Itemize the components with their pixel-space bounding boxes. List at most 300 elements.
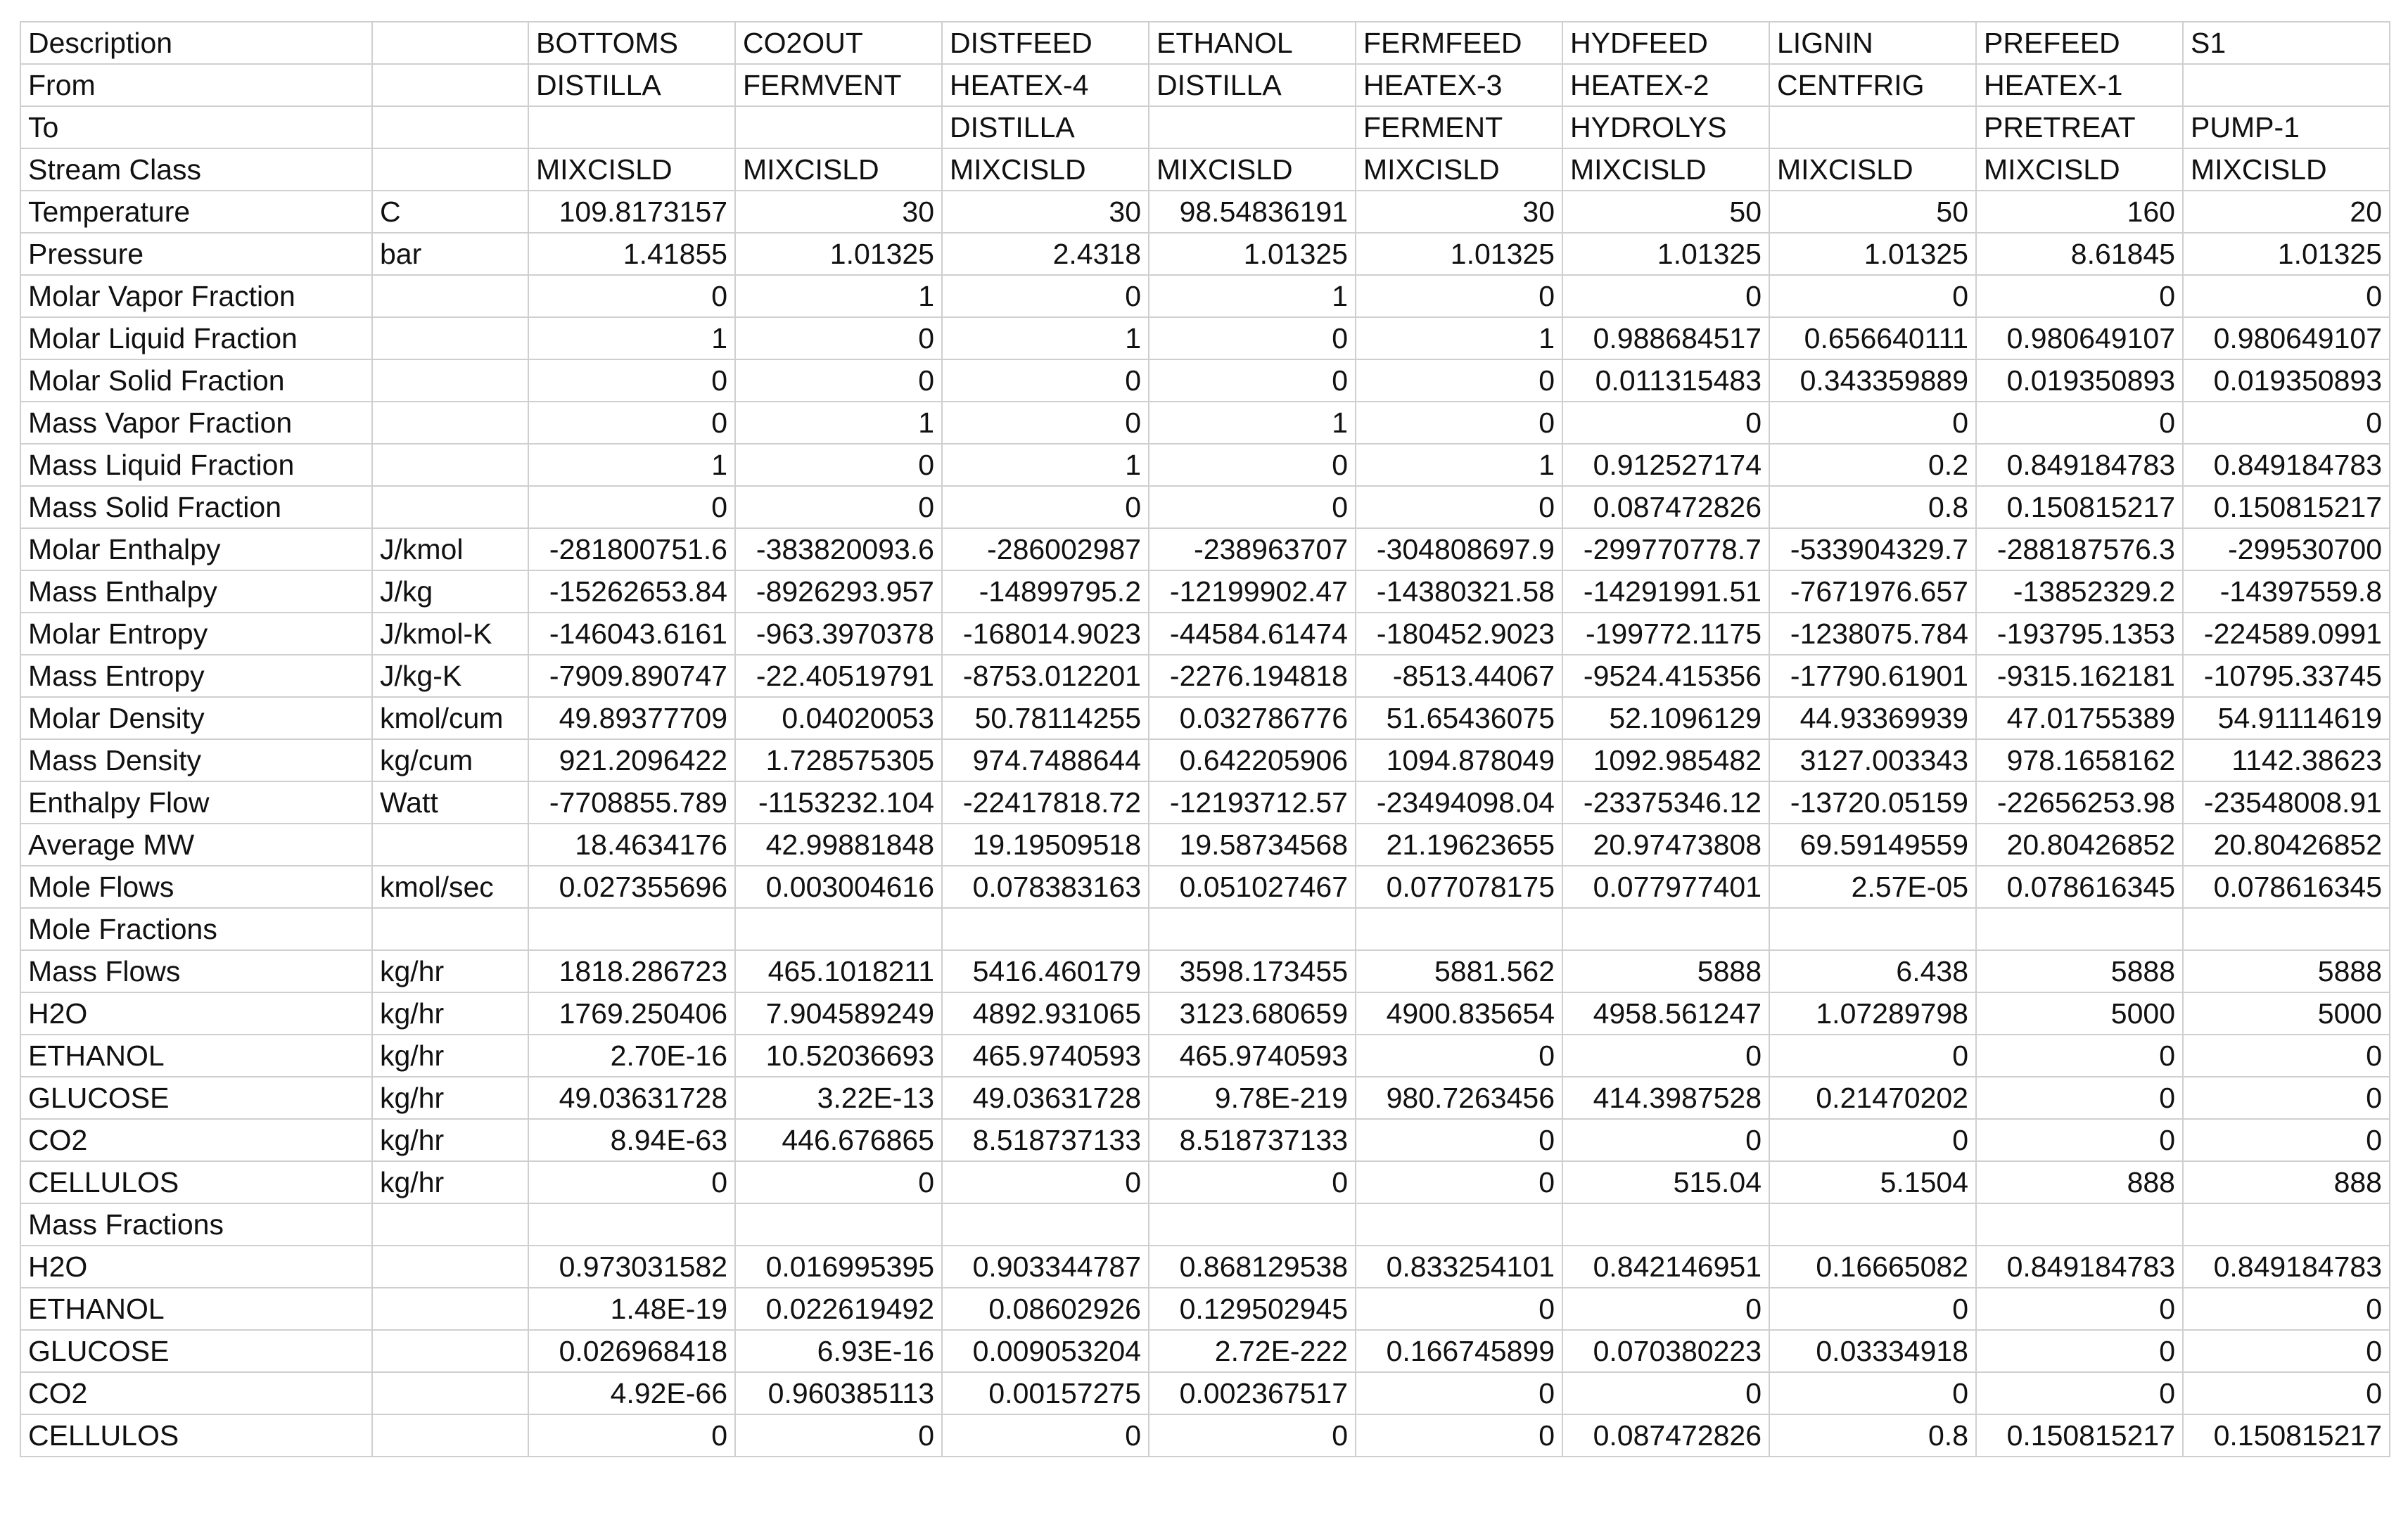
row-label-cell[interactable]: Mass Enthalpy bbox=[20, 570, 372, 613]
value-cell[interactable]: 1 bbox=[942, 317, 1149, 359]
row-label-cell[interactable]: To bbox=[20, 106, 372, 148]
value-cell[interactable]: MIXCISLD bbox=[942, 148, 1149, 191]
value-cell[interactable]: 0 bbox=[1976, 1077, 2183, 1119]
value-cell[interactable]: -299770778.7 bbox=[1562, 528, 1769, 570]
value-cell[interactable]: -383820093.6 bbox=[735, 528, 942, 570]
value-cell[interactable]: -44584.61474 bbox=[1149, 613, 1356, 655]
value-cell[interactable]: -281800751.6 bbox=[528, 528, 735, 570]
value-cell[interactable]: -8513.44067 bbox=[1356, 655, 1562, 697]
value-cell[interactable]: 0 bbox=[1149, 1414, 1356, 1457]
value-cell[interactable] bbox=[1562, 908, 1769, 950]
value-cell[interactable]: 3123.680659 bbox=[1149, 992, 1356, 1035]
value-cell[interactable]: 0 bbox=[2183, 1288, 2390, 1330]
value-cell[interactable]: 0 bbox=[1562, 1372, 1769, 1414]
value-cell[interactable]: 1.41855 bbox=[528, 233, 735, 275]
value-cell[interactable]: 0 bbox=[528, 359, 735, 402]
value-cell[interactable]: 0 bbox=[1356, 1119, 1562, 1161]
value-cell[interactable] bbox=[1149, 1203, 1356, 1246]
value-cell[interactable]: 0.078383163 bbox=[942, 866, 1149, 908]
value-cell[interactable]: 0.019350893 bbox=[1976, 359, 2183, 402]
row-label-cell[interactable]: Mass Fractions bbox=[20, 1203, 372, 1246]
unit-cell[interactable] bbox=[372, 148, 528, 191]
value-cell[interactable]: -22417818.72 bbox=[942, 781, 1149, 824]
value-cell[interactable]: 50 bbox=[1562, 191, 1769, 233]
value-cell[interactable]: S1 bbox=[2183, 22, 2390, 64]
value-cell[interactable]: 0.980649107 bbox=[1976, 317, 2183, 359]
value-cell[interactable]: 0.960385113 bbox=[735, 1372, 942, 1414]
value-cell[interactable]: PUMP-1 bbox=[2183, 106, 2390, 148]
value-cell[interactable]: 0 bbox=[1976, 1119, 2183, 1161]
unit-cell[interactable]: J/kmol-K bbox=[372, 613, 528, 655]
row-label-cell[interactable]: Molar Density bbox=[20, 697, 372, 739]
value-cell[interactable]: 0 bbox=[1356, 1372, 1562, 1414]
value-cell[interactable]: 1 bbox=[528, 444, 735, 486]
value-cell[interactable]: 0.8 bbox=[1769, 486, 1976, 528]
value-cell[interactable]: -10795.33745 bbox=[2183, 655, 2390, 697]
unit-cell[interactable]: Watt bbox=[372, 781, 528, 824]
value-cell[interactable]: 4900.835654 bbox=[1356, 992, 1562, 1035]
value-cell[interactable]: 0 bbox=[735, 359, 942, 402]
value-cell[interactable]: HEATEX-3 bbox=[1356, 64, 1562, 106]
unit-cell[interactable] bbox=[372, 1246, 528, 1288]
value-cell[interactable]: 1.728575305 bbox=[735, 739, 942, 781]
value-cell[interactable]: 0 bbox=[735, 1414, 942, 1457]
value-cell[interactable]: 19.19509518 bbox=[942, 824, 1149, 866]
value-cell[interactable]: -288187576.3 bbox=[1976, 528, 2183, 570]
value-cell[interactable]: 1.01325 bbox=[1562, 233, 1769, 275]
value-cell[interactable]: 20.97473808 bbox=[1562, 824, 1769, 866]
value-cell[interactable]: 0 bbox=[1149, 317, 1356, 359]
value-cell[interactable]: 0.04020053 bbox=[735, 697, 942, 739]
value-cell[interactable]: 4958.561247 bbox=[1562, 992, 1769, 1035]
value-cell[interactable] bbox=[1769, 908, 1976, 950]
value-cell[interactable]: -14397559.8 bbox=[2183, 570, 2390, 613]
value-cell[interactable]: 0.009053204 bbox=[942, 1330, 1149, 1372]
value-cell[interactable]: HEATEX-4 bbox=[942, 64, 1149, 106]
value-cell[interactable]: 5000 bbox=[1976, 992, 2183, 1035]
value-cell[interactable]: 0 bbox=[2183, 1035, 2390, 1077]
value-cell[interactable]: -17790.61901 bbox=[1769, 655, 1976, 697]
unit-cell[interactable]: kg/hr bbox=[372, 1035, 528, 1077]
value-cell[interactable]: -23494098.04 bbox=[1356, 781, 1562, 824]
value-cell[interactable] bbox=[528, 1203, 735, 1246]
value-cell[interactable]: 0 bbox=[1356, 1414, 1562, 1457]
value-cell[interactable]: 1.01325 bbox=[1356, 233, 1562, 275]
value-cell[interactable]: 5.1504 bbox=[1769, 1161, 1976, 1203]
value-cell[interactable]: 0.842146951 bbox=[1562, 1246, 1769, 1288]
value-cell[interactable]: 49.03631728 bbox=[942, 1077, 1149, 1119]
value-cell[interactable]: 20 bbox=[2183, 191, 2390, 233]
value-cell[interactable]: HEATEX-2 bbox=[1562, 64, 1769, 106]
value-cell[interactable]: 4.92E-66 bbox=[528, 1372, 735, 1414]
value-cell[interactable] bbox=[1769, 1203, 1976, 1246]
value-cell[interactable]: LIGNIN bbox=[1769, 22, 1976, 64]
value-cell[interactable]: 51.65436075 bbox=[1356, 697, 1562, 739]
unit-cell[interactable] bbox=[372, 1414, 528, 1457]
value-cell[interactable]: 0.022619492 bbox=[735, 1288, 942, 1330]
value-cell[interactable]: 1818.286723 bbox=[528, 950, 735, 992]
value-cell[interactable]: 0.032786776 bbox=[1149, 697, 1356, 739]
row-label-cell[interactable]: Description bbox=[20, 22, 372, 64]
value-cell[interactable]: DISTFEED bbox=[942, 22, 1149, 64]
value-cell[interactable]: 0 bbox=[1976, 402, 2183, 444]
value-cell[interactable]: -14899795.2 bbox=[942, 570, 1149, 613]
value-cell[interactable]: 0.016995395 bbox=[735, 1246, 942, 1288]
value-cell[interactable]: -23548008.91 bbox=[2183, 781, 2390, 824]
unit-cell[interactable] bbox=[372, 22, 528, 64]
value-cell[interactable] bbox=[1356, 908, 1562, 950]
value-cell[interactable] bbox=[528, 908, 735, 950]
value-cell[interactable]: 0.077078175 bbox=[1356, 866, 1562, 908]
value-cell[interactable]: 888 bbox=[2183, 1161, 2390, 1203]
value-cell[interactable]: 50 bbox=[1769, 191, 1976, 233]
value-cell[interactable]: 0.656640111 bbox=[1769, 317, 1976, 359]
value-cell[interactable]: 465.9740593 bbox=[942, 1035, 1149, 1077]
value-cell[interactable]: -8926293.957 bbox=[735, 570, 942, 613]
unit-cell[interactable] bbox=[372, 317, 528, 359]
row-label-cell[interactable]: Molar Entropy bbox=[20, 613, 372, 655]
unit-cell[interactable]: C bbox=[372, 191, 528, 233]
value-cell[interactable]: 1094.878049 bbox=[1356, 739, 1562, 781]
value-cell[interactable]: 0.08602926 bbox=[942, 1288, 1149, 1330]
unit-cell[interactable]: kg/hr bbox=[372, 950, 528, 992]
value-cell[interactable]: HYDROLYS bbox=[1562, 106, 1769, 148]
value-cell[interactable]: 2.4318 bbox=[942, 233, 1149, 275]
unit-cell[interactable]: J/kmol bbox=[372, 528, 528, 570]
value-cell[interactable]: 52.1096129 bbox=[1562, 697, 1769, 739]
value-cell[interactable]: 0.980649107 bbox=[2183, 317, 2390, 359]
value-cell[interactable]: 19.58734568 bbox=[1149, 824, 1356, 866]
unit-cell[interactable]: J/kg bbox=[372, 570, 528, 613]
value-cell[interactable]: 0 bbox=[1976, 1035, 2183, 1077]
value-cell[interactable]: 0 bbox=[2183, 1119, 2390, 1161]
unit-cell[interactable]: kg/hr bbox=[372, 1077, 528, 1119]
value-cell[interactable]: 69.59149559 bbox=[1769, 824, 1976, 866]
value-cell[interactable]: 0.027355696 bbox=[528, 866, 735, 908]
value-cell[interactable]: -12193712.57 bbox=[1149, 781, 1356, 824]
value-cell[interactable] bbox=[1976, 908, 2183, 950]
value-cell[interactable]: MIXCISLD bbox=[1769, 148, 1976, 191]
value-cell[interactable]: -238963707 bbox=[1149, 528, 1356, 570]
value-cell[interactable]: -13720.05159 bbox=[1769, 781, 1976, 824]
value-cell[interactable]: FERMENT bbox=[1356, 106, 1562, 148]
value-cell[interactable]: 1769.250406 bbox=[528, 992, 735, 1035]
unit-cell[interactable] bbox=[372, 64, 528, 106]
value-cell[interactable]: 50.78114255 bbox=[942, 697, 1149, 739]
row-label-cell[interactable]: Mass Entropy bbox=[20, 655, 372, 697]
row-label-cell[interactable]: Molar Enthalpy bbox=[20, 528, 372, 570]
row-label-cell[interactable]: CO2 bbox=[20, 1119, 372, 1161]
value-cell[interactable]: 0 bbox=[1149, 1161, 1356, 1203]
value-cell[interactable]: -14291991.51 bbox=[1562, 570, 1769, 613]
value-cell[interactable]: 0.849184783 bbox=[1976, 444, 2183, 486]
value-cell[interactable]: 0 bbox=[1356, 486, 1562, 528]
value-cell[interactable]: 49.89377709 bbox=[528, 697, 735, 739]
value-cell[interactable] bbox=[1769, 106, 1976, 148]
value-cell[interactable]: 8.518737133 bbox=[1149, 1119, 1356, 1161]
value-cell[interactable]: FERMVENT bbox=[735, 64, 942, 106]
value-cell[interactable]: 1142.38623 bbox=[2183, 739, 2390, 781]
value-cell[interactable]: -1238075.784 bbox=[1769, 613, 1976, 655]
value-cell[interactable] bbox=[735, 908, 942, 950]
value-cell[interactable]: 515.04 bbox=[1562, 1161, 1769, 1203]
value-cell[interactable]: 0 bbox=[942, 359, 1149, 402]
value-cell[interactable]: MIXCISLD bbox=[1356, 148, 1562, 191]
value-cell[interactable]: 0 bbox=[528, 1414, 735, 1457]
value-cell[interactable] bbox=[735, 1203, 942, 1246]
value-cell[interactable]: 0 bbox=[1356, 1035, 1562, 1077]
value-cell[interactable]: 1.01325 bbox=[1769, 233, 1976, 275]
value-cell[interactable]: 6.93E-16 bbox=[735, 1330, 942, 1372]
value-cell[interactable] bbox=[1356, 1203, 1562, 1246]
value-cell[interactable]: 980.7263456 bbox=[1356, 1077, 1562, 1119]
value-cell[interactable]: HYDFEED bbox=[1562, 22, 1769, 64]
value-cell[interactable]: 0 bbox=[2183, 402, 2390, 444]
value-cell[interactable]: 0.129502945 bbox=[1149, 1288, 1356, 1330]
value-cell[interactable]: 1 bbox=[1356, 317, 1562, 359]
unit-cell[interactable] bbox=[372, 1330, 528, 1372]
value-cell[interactable]: 0.078616345 bbox=[2183, 866, 2390, 908]
value-cell[interactable]: 0 bbox=[1149, 486, 1356, 528]
value-cell[interactable]: 5888 bbox=[1976, 950, 2183, 992]
value-cell[interactable]: 1 bbox=[942, 444, 1149, 486]
value-cell[interactable]: 0 bbox=[1356, 1161, 1562, 1203]
value-cell[interactable]: 0 bbox=[1562, 1119, 1769, 1161]
row-label-cell[interactable]: From bbox=[20, 64, 372, 106]
value-cell[interactable]: 0 bbox=[528, 402, 735, 444]
row-label-cell[interactable]: Mole Flows bbox=[20, 866, 372, 908]
row-label-cell[interactable]: Mass Flows bbox=[20, 950, 372, 992]
row-label-cell[interactable]: Mass Density bbox=[20, 739, 372, 781]
value-cell[interactable]: 0.002367517 bbox=[1149, 1372, 1356, 1414]
value-cell[interactable]: 0 bbox=[2183, 1330, 2390, 1372]
value-cell[interactable]: 5416.460179 bbox=[942, 950, 1149, 992]
value-cell[interactable]: 0.849184783 bbox=[2183, 1246, 2390, 1288]
value-cell[interactable]: 0 bbox=[1562, 1035, 1769, 1077]
value-cell[interactable]: 9.78E-219 bbox=[1149, 1077, 1356, 1119]
value-cell[interactable]: 0 bbox=[1149, 444, 1356, 486]
value-cell[interactable]: -15262653.84 bbox=[528, 570, 735, 613]
value-cell[interactable]: CO2OUT bbox=[735, 22, 942, 64]
value-cell[interactable]: 0 bbox=[1769, 1288, 1976, 1330]
value-cell[interactable]: 8.518737133 bbox=[942, 1119, 1149, 1161]
value-cell[interactable]: 0.077977401 bbox=[1562, 866, 1769, 908]
value-cell[interactable]: 0 bbox=[1769, 1119, 1976, 1161]
value-cell[interactable]: 0.903344787 bbox=[942, 1246, 1149, 1288]
value-cell[interactable]: 3598.173455 bbox=[1149, 950, 1356, 992]
value-cell[interactable]: -22656253.98 bbox=[1976, 781, 2183, 824]
unit-cell[interactable]: kg/hr bbox=[372, 992, 528, 1035]
value-cell[interactable]: 978.1658162 bbox=[1976, 739, 2183, 781]
value-cell[interactable]: 0.026968418 bbox=[528, 1330, 735, 1372]
row-label-cell[interactable]: GLUCOSE bbox=[20, 1330, 372, 1372]
unit-cell[interactable] bbox=[372, 908, 528, 950]
value-cell[interactable]: -146043.6161 bbox=[528, 613, 735, 655]
value-cell[interactable]: -963.3970378 bbox=[735, 613, 942, 655]
value-cell[interactable]: 0.150815217 bbox=[1976, 486, 2183, 528]
value-cell[interactable]: 0 bbox=[1976, 1288, 2183, 1330]
value-cell[interactable]: 446.676865 bbox=[735, 1119, 942, 1161]
value-cell[interactable]: -9315.162181 bbox=[1976, 655, 2183, 697]
value-cell[interactable]: DISTILLA bbox=[942, 106, 1149, 148]
value-cell[interactable]: 0.166745899 bbox=[1356, 1330, 1562, 1372]
unit-cell[interactable] bbox=[372, 1203, 528, 1246]
value-cell[interactable]: -13852329.2 bbox=[1976, 570, 2183, 613]
value-cell[interactable]: DISTILLA bbox=[1149, 64, 1356, 106]
value-cell[interactable]: 921.2096422 bbox=[528, 739, 735, 781]
value-cell[interactable]: -168014.9023 bbox=[942, 613, 1149, 655]
row-label-cell[interactable]: Pressure bbox=[20, 233, 372, 275]
value-cell[interactable]: -14380321.58 bbox=[1356, 570, 1562, 613]
row-label-cell[interactable]: Molar Liquid Fraction bbox=[20, 317, 372, 359]
unit-cell[interactable] bbox=[372, 824, 528, 866]
value-cell[interactable] bbox=[2183, 908, 2390, 950]
value-cell[interactable]: 0.2 bbox=[1769, 444, 1976, 486]
value-cell[interactable]: 5888 bbox=[2183, 950, 2390, 992]
value-cell[interactable]: 0.011315483 bbox=[1562, 359, 1769, 402]
value-cell[interactable]: 0 bbox=[1149, 359, 1356, 402]
value-cell[interactable]: 0.833254101 bbox=[1356, 1246, 1562, 1288]
row-label-cell[interactable]: Stream Class bbox=[20, 148, 372, 191]
value-cell[interactable]: 0 bbox=[735, 317, 942, 359]
value-cell[interactable]: -304808697.9 bbox=[1356, 528, 1562, 570]
row-label-cell[interactable]: Mole Fractions bbox=[20, 908, 372, 950]
value-cell[interactable]: 8.61845 bbox=[1976, 233, 2183, 275]
value-cell[interactable]: 0 bbox=[2183, 275, 2390, 317]
value-cell[interactable]: 1 bbox=[1149, 275, 1356, 317]
value-cell[interactable]: -7708855.789 bbox=[528, 781, 735, 824]
unit-cell[interactable] bbox=[372, 486, 528, 528]
value-cell[interactable]: 6.438 bbox=[1769, 950, 1976, 992]
value-cell[interactable]: -533904329.7 bbox=[1769, 528, 1976, 570]
row-label-cell[interactable]: H2O bbox=[20, 992, 372, 1035]
value-cell[interactable]: 0.21470202 bbox=[1769, 1077, 1976, 1119]
value-cell[interactable]: 0.087472826 bbox=[1562, 486, 1769, 528]
value-cell[interactable]: 30 bbox=[942, 191, 1149, 233]
value-cell[interactable]: 21.19623655 bbox=[1356, 824, 1562, 866]
value-cell[interactable]: 0 bbox=[1562, 1288, 1769, 1330]
value-cell[interactable]: 0 bbox=[1976, 1372, 2183, 1414]
row-label-cell[interactable]: Mass Vapor Fraction bbox=[20, 402, 372, 444]
value-cell[interactable]: 0.019350893 bbox=[2183, 359, 2390, 402]
value-cell[interactable] bbox=[942, 908, 1149, 950]
value-cell[interactable]: 0 bbox=[1356, 1288, 1562, 1330]
value-cell[interactable]: 2.72E-222 bbox=[1149, 1330, 1356, 1372]
row-label-cell[interactable]: Mass Liquid Fraction bbox=[20, 444, 372, 486]
value-cell[interactable]: -1153232.104 bbox=[735, 781, 942, 824]
value-cell[interactable]: MIXCISLD bbox=[735, 148, 942, 191]
value-cell[interactable]: 0 bbox=[528, 275, 735, 317]
value-cell[interactable]: 2.57E-05 bbox=[1769, 866, 1976, 908]
value-cell[interactable]: -8753.012201 bbox=[942, 655, 1149, 697]
value-cell[interactable]: 0 bbox=[1769, 1035, 1976, 1077]
value-cell[interactable]: -299530700 bbox=[2183, 528, 2390, 570]
unit-cell[interactable]: kg/hr bbox=[372, 1161, 528, 1203]
value-cell[interactable]: 0 bbox=[528, 486, 735, 528]
value-cell[interactable]: 0 bbox=[2183, 1372, 2390, 1414]
value-cell[interactable]: 0 bbox=[528, 1161, 735, 1203]
unit-cell[interactable]: kg/hr bbox=[372, 1119, 528, 1161]
value-cell[interactable]: 109.8173157 bbox=[528, 191, 735, 233]
value-cell[interactable]: 974.7488644 bbox=[942, 739, 1149, 781]
value-cell[interactable]: 0 bbox=[942, 1414, 1149, 1457]
value-cell[interactable]: 0.642205906 bbox=[1149, 739, 1356, 781]
value-cell[interactable]: -23375346.12 bbox=[1562, 781, 1769, 824]
row-label-cell[interactable]: ETHANOL bbox=[20, 1288, 372, 1330]
value-cell[interactable]: -12199902.47 bbox=[1149, 570, 1356, 613]
value-cell[interactable]: 0.988684517 bbox=[1562, 317, 1769, 359]
value-cell[interactable]: 1 bbox=[735, 402, 942, 444]
value-cell[interactable]: 0.849184783 bbox=[2183, 444, 2390, 486]
value-cell[interactable]: 30 bbox=[1356, 191, 1562, 233]
value-cell[interactable] bbox=[1149, 908, 1356, 950]
value-cell[interactable]: -193795.1353 bbox=[1976, 613, 2183, 655]
value-cell[interactable]: 0.03334918 bbox=[1769, 1330, 1976, 1372]
row-label-cell[interactable]: Molar Vapor Fraction bbox=[20, 275, 372, 317]
value-cell[interactable]: 465.9740593 bbox=[1149, 1035, 1356, 1077]
value-cell[interactable]: MIXCISLD bbox=[1976, 148, 2183, 191]
value-cell[interactable]: 2.70E-16 bbox=[528, 1035, 735, 1077]
value-cell[interactable]: PRETREAT bbox=[1976, 106, 2183, 148]
unit-cell[interactable]: kmol/cum bbox=[372, 697, 528, 739]
value-cell[interactable]: 42.99881848 bbox=[735, 824, 942, 866]
value-cell[interactable]: FERMFEED bbox=[1356, 22, 1562, 64]
value-cell[interactable]: 5000 bbox=[2183, 992, 2390, 1035]
unit-cell[interactable] bbox=[372, 359, 528, 402]
value-cell[interactable]: 0.00157275 bbox=[942, 1372, 1149, 1414]
value-cell[interactable]: 0 bbox=[1769, 402, 1976, 444]
row-label-cell[interactable]: H2O bbox=[20, 1246, 372, 1288]
unit-cell[interactable]: kmol/sec bbox=[372, 866, 528, 908]
value-cell[interactable]: 0 bbox=[942, 486, 1149, 528]
value-cell[interactable]: 47.01755389 bbox=[1976, 697, 2183, 739]
value-cell[interactable]: 0.070380223 bbox=[1562, 1330, 1769, 1372]
value-cell[interactable]: 20.80426852 bbox=[2183, 824, 2390, 866]
value-cell[interactable]: 1 bbox=[528, 317, 735, 359]
value-cell[interactable]: 1092.985482 bbox=[1562, 739, 1769, 781]
value-cell[interactable] bbox=[2183, 64, 2390, 106]
value-cell[interactable]: 5881.562 bbox=[1356, 950, 1562, 992]
unit-cell[interactable] bbox=[372, 444, 528, 486]
value-cell[interactable]: -286002987 bbox=[942, 528, 1149, 570]
value-cell[interactable]: -2276.194818 bbox=[1149, 655, 1356, 697]
value-cell[interactable]: -199772.1175 bbox=[1562, 613, 1769, 655]
value-cell[interactable]: 0.849184783 bbox=[1976, 1246, 2183, 1288]
value-cell[interactable]: 160 bbox=[1976, 191, 2183, 233]
value-cell[interactable] bbox=[2183, 1203, 2390, 1246]
value-cell[interactable] bbox=[942, 1203, 1149, 1246]
row-label-cell[interactable]: GLUCOSE bbox=[20, 1077, 372, 1119]
value-cell[interactable]: 3127.003343 bbox=[1769, 739, 1976, 781]
value-cell[interactable]: 0.078616345 bbox=[1976, 866, 2183, 908]
value-cell[interactable]: 414.3987528 bbox=[1562, 1077, 1769, 1119]
value-cell[interactable]: CENTFRIG bbox=[1769, 64, 1976, 106]
value-cell[interactable]: 0 bbox=[942, 275, 1149, 317]
value-cell[interactable]: 1 bbox=[735, 275, 942, 317]
value-cell[interactable]: DISTILLA bbox=[528, 64, 735, 106]
value-cell[interactable] bbox=[1149, 106, 1356, 148]
value-cell[interactable]: 0 bbox=[1769, 275, 1976, 317]
value-cell[interactable]: 1.01325 bbox=[1149, 233, 1356, 275]
value-cell[interactable]: 0.087472826 bbox=[1562, 1414, 1769, 1457]
value-cell[interactable] bbox=[528, 106, 735, 148]
row-label-cell[interactable]: Mass Solid Fraction bbox=[20, 486, 372, 528]
value-cell[interactable]: 10.52036693 bbox=[735, 1035, 942, 1077]
value-cell[interactable]: 0.912527174 bbox=[1562, 444, 1769, 486]
value-cell[interactable]: 98.54836191 bbox=[1149, 191, 1356, 233]
value-cell[interactable]: 54.91114619 bbox=[2183, 697, 2390, 739]
row-label-cell[interactable]: CO2 bbox=[20, 1372, 372, 1414]
